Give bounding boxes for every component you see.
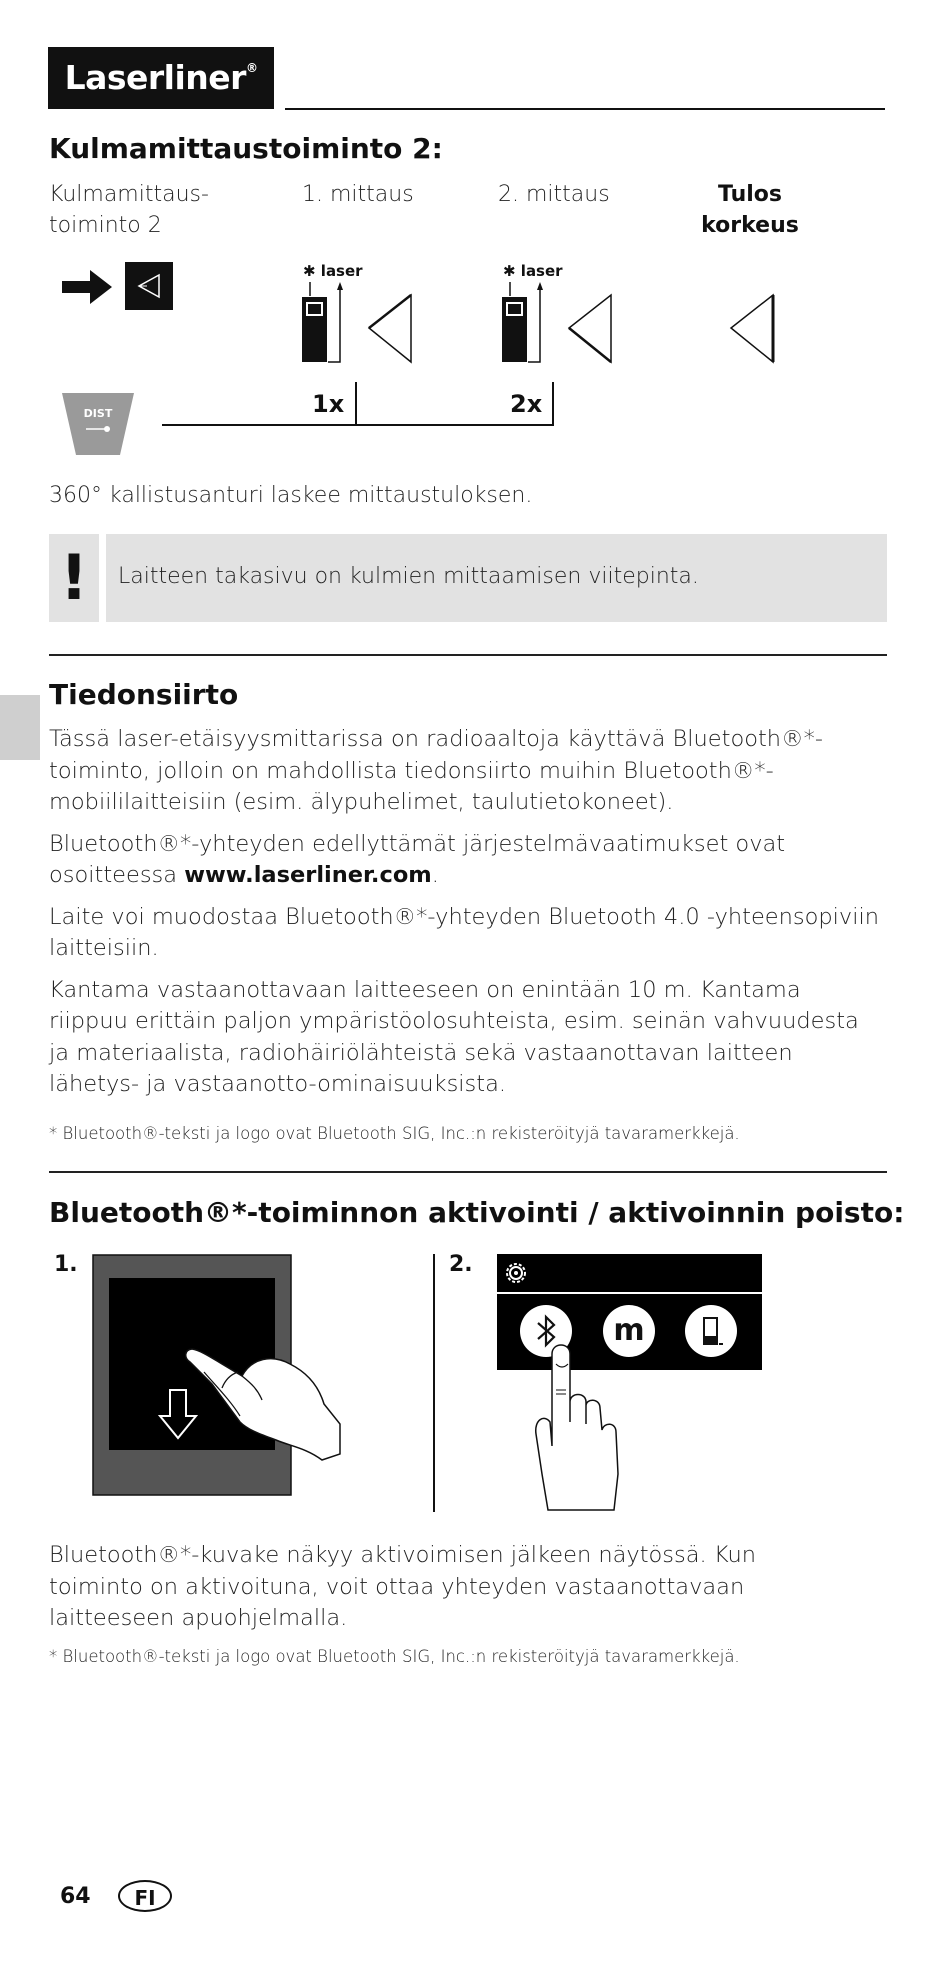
- warning-icon: !: [49, 534, 99, 622]
- website-link[interactable]: www.laserliner.com: [184, 862, 432, 888]
- press-count-2: 2x: [510, 390, 543, 418]
- result-height-triangle-icon: [725, 292, 785, 367]
- laser-label-2: ✱ laser: [503, 262, 563, 280]
- steps-divider: [433, 1254, 435, 1512]
- paragraph-range: Kantama vastaanottavaan laitteeseen on enintään 10 m. Kantama riippuu erittäin paljon ympäristöolosuhteista, esim. seinän vahvuudesta ja materiaalista, radiohäiriölähteistä sekä vastaanottavan laitteen lähetys- ja vastaanotto-ominaisuuksista.: [49, 976, 859, 1097]
- chapter-tab: [0, 695, 40, 760]
- col-label-result: Tulos korkeus: [701, 182, 799, 238]
- section-divider-1: [49, 654, 887, 656]
- gear-icon: [501, 1258, 531, 1288]
- laser-label-1: ✱ laser: [303, 262, 363, 280]
- tilt-sensor-note: 360° kallistusanturi laskee mittaustuloksen.: [49, 483, 533, 508]
- paragraph-bluetooth-intro: Tässä laser-etäisyysmittarissa on radioaaltoja käyttävä Bluetooth®*- toiminto, jolloin on mahdollista tiedonsiirto muihin Bluetooth®*- mobiililaitteisiin (esim. älypuhelimet, taulutietokoneet).: [49, 726, 823, 815]
- step-1-label: 1.: [54, 1252, 78, 1277]
- angle-mode-icon: [125, 262, 173, 310]
- press-sequence-line: [160, 382, 560, 427]
- col-label-measure-1: 1. mittaus: [302, 182, 414, 207]
- step-2-label: 2.: [449, 1252, 473, 1277]
- menu-separator: [497, 1292, 762, 1294]
- section-title-angle-2: Kulmamittaustoiminto 2:: [49, 132, 443, 165]
- reference-point-icon: [685, 1305, 737, 1357]
- device-measure-2-icon: [500, 280, 625, 370]
- warning-text: Laitteen takasivu on kulmien mittaamisen viitepinta.: [118, 564, 699, 589]
- dist-button[interactable]: [62, 393, 134, 459]
- section-title-data-transfer: Tiedonsiirto: [49, 678, 239, 711]
- brand-logo: Laserliner®: [48, 47, 274, 109]
- arrow-right-icon: [62, 270, 114, 304]
- data-transfer-body: [49, 724, 889, 1101]
- device-measure-1-icon: [300, 280, 425, 370]
- paragraph-compatibility: Laite voi muodostaa Bluetooth®*-yhteyden Bluetooth 4.0 -yhteensopiviin laitteisiin.: [49, 903, 880, 961]
- swipe-down-illustration: [92, 1254, 342, 1512]
- header-divider: [285, 108, 885, 110]
- col-label-measure-2: 2. mittaus: [498, 182, 610, 207]
- section-divider-2: [49, 1171, 887, 1173]
- unit-menu-button[interactable]: m: [603, 1305, 655, 1357]
- bluetooth-activation-body: [49, 1540, 889, 1635]
- reference-menu-button[interactable]: [685, 1305, 737, 1357]
- col-label-function: Kulmamittaus- toiminto 2: [49, 182, 209, 238]
- dist-button-label: DIST: [83, 407, 113, 420]
- footnote-bluetooth-1: * Bluetooth®-teksti ja logo ovat Bluetooth SIG, Inc.:n rekisteröityjä tavaramerkkejä.: [49, 1124, 740, 1143]
- language-badge: FI: [118, 1880, 172, 1912]
- paragraph-system-requirements: Bluetooth®*-yhteyden edellyttämät järjestelmävaatimukset ovat osoitteessa www.laserliner.com.: [49, 830, 786, 888]
- footnote-bluetooth-2: * Bluetooth®-teksti ja logo ovat Bluetooth SIG, Inc.:n rekisteröityjä tavaramerkkejä.: [49, 1647, 740, 1666]
- press-count-1: 1x: [312, 390, 345, 418]
- section-title-bluetooth-toggle: Bluetooth®*-toiminnon aktivointi / aktivoinnin poisto:: [49, 1196, 905, 1229]
- paragraph-bluetooth-activated: Bluetooth®*-kuvake näkyy aktivoimisen jälkeen näytössä. Kun toiminto on aktivoituna, voit ottaa yhteyden vastaanottavaan laitteeseen apuohjelmalla.: [49, 1542, 757, 1631]
- finger-tap-illustration: [510, 1334, 630, 1514]
- page-number: 64: [60, 1884, 91, 1909]
